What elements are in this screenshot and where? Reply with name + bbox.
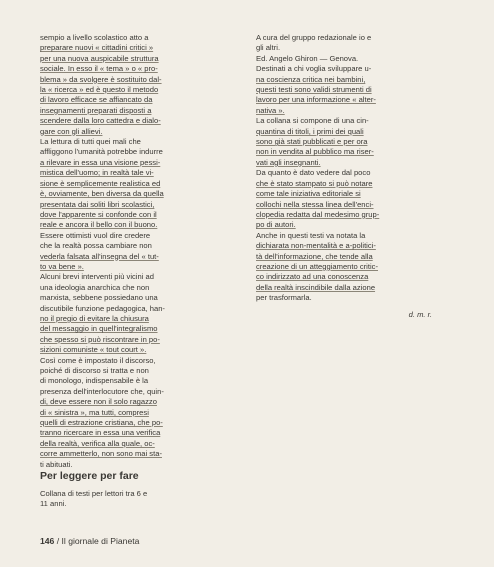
text-line: dichiarata non-mentalità e a-politici-: [256, 241, 376, 251]
text-line: discutibile funzione pedagogica, han-: [40, 303, 165, 313]
text-line: sione è semplicemente realistica ed: [40, 178, 161, 188]
text-line: sociale. In esso il « tema » o « pro-: [40, 64, 158, 74]
text-line: Anche in questi testi va notata la: [256, 230, 366, 240]
text-line: di, deve essere non il solo ragazzo: [40, 397, 157, 407]
section-line: Collana di testi per lettori tra 6 e: [40, 489, 148, 498]
text-line: che è stato stampato si può notare: [256, 178, 373, 188]
text-line: tranno ricercare in essa una verifica: [40, 428, 161, 438]
text-line: vati agli insegnanti.: [256, 157, 321, 167]
text-line: non in vendita al pubblico ma riser-: [256, 147, 374, 157]
text-line: Essere ottimisti vuol dire credere: [40, 230, 151, 240]
text-line: to va bene ».: [40, 261, 84, 271]
text-line: vederla falsata all'insegna del « tut-: [40, 251, 159, 261]
text-line: preparare nuovi « cittadini critici »: [40, 43, 154, 53]
text-line: reale e ancora il bello con il buono.: [40, 220, 158, 230]
text-line: la « ricerca » ed è questo il metodo: [40, 85, 159, 95]
text-line: po di autori.: [256, 220, 296, 230]
author-initials: d. m. r.: [408, 309, 432, 319]
text-line: come tale iniziativa editoriale si: [256, 189, 361, 199]
text-line: lavoro per una informazione « alter-: [256, 95, 376, 105]
right-text-column: [256, 33, 432, 320]
text-line: La collana si compone di una cin-: [256, 116, 369, 126]
text-line: che la realtà possa cambiare non: [40, 241, 152, 251]
text-line: Destinati a chi voglia sviluppare u-: [256, 64, 372, 74]
page-footer: [40, 536, 139, 546]
text-line: questi testi sono validi strumenti di: [256, 85, 372, 95]
text-line: che spesso si può riscontrare in po-: [40, 334, 160, 344]
text-line: quelli di estrazione cristiana, che po-: [40, 418, 163, 428]
text-line: marxista, sebbene possiedano una: [40, 293, 158, 303]
text-line: dove l'apparente si confonde con il: [40, 209, 157, 219]
text-line: poiché di discorso si tratta e non: [40, 366, 149, 375]
text-line: quantina di titoli, i primi dei quali: [256, 126, 364, 136]
text-line: una ideologia anarchica che non: [40, 282, 150, 292]
text-line: del messaggio in quell'integralismo: [40, 324, 158, 334]
text-line: per trasformarla.: [256, 293, 312, 303]
text-line: sizioni comuniste « tout court ».: [40, 345, 147, 355]
text-line: corre ammetterlo, non sono mai sta-: [40, 449, 162, 459]
footer-separator: /: [54, 536, 62, 546]
text-line: nativa ».: [256, 105, 285, 115]
text-line: mistica dell'uomo; in realtà tale vi-: [40, 168, 154, 178]
book-review-section: [40, 470, 260, 510]
text-line: a rilevare in essa una visione pessi-: [40, 157, 161, 167]
text-line: collochi nella stessa linea dell'enci-: [256, 199, 374, 209]
section-line: 11 anni.: [40, 499, 67, 509]
text-line: presenza dell'interlocutore che, quin-: [40, 386, 164, 396]
text-line: gare con gli allievi.: [40, 126, 103, 136]
text-line: sono già stati pubblicati e per ora: [256, 137, 368, 147]
text-line: na coscienza critica nei bambini,: [256, 74, 366, 84]
text-line: no il pregio di evitare la chiusura: [40, 313, 149, 323]
text-line: Così come è impostato il discorso,: [40, 355, 156, 365]
text-line: scendere dalla loro cattedra e dialo-: [40, 116, 161, 126]
text-line: Ed. Angelo Ghiron — Genova.: [256, 53, 359, 63]
text-line: La lettura di tutti quei mali che: [40, 137, 141, 147]
text-line: blema » da svolgere è sostituito dal-: [40, 74, 162, 84]
text-line: della realtà inscindibile dalla azione: [256, 282, 376, 292]
page-number: 146: [40, 536, 55, 546]
text-line: affliggono l'umanità potrebbe indurre: [40, 147, 163, 157]
text-line: di « sinistra », ma tutti, compresi: [40, 407, 149, 417]
text-line: A cura del gruppo redazionale io e: [256, 33, 372, 42]
text-line: gli altri.: [256, 43, 281, 53]
text-line: per una nuova auspicabile struttura: [40, 53, 159, 63]
text-line: ti abituati.: [40, 459, 73, 469]
publication-name: Il giornale di Pianeta: [61, 536, 140, 546]
text-line: Da quanto è dato vedere dal poco: [256, 168, 371, 178]
text-line: di monologo, indispensabile è la: [40, 376, 149, 386]
left-text-column: [40, 33, 230, 470]
text-line: creazione di un atteggiamento critic-: [256, 261, 378, 271]
text-line: è, ovviamente, ben diversa da quella: [40, 189, 164, 199]
text-line: della realtà, verifica alla quale, oc-: [40, 438, 155, 448]
section-title: Per leggere per fare: [40, 470, 139, 482]
text-line: presentata dai soliti libri scolastici,: [40, 199, 155, 209]
text-line: Alcuni brevi interventi più vicini ad: [40, 272, 154, 282]
text-line: tà dell'informazione, che tende alla: [256, 251, 373, 261]
text-line: insegnamenti preparati disposti a: [40, 105, 152, 115]
text-line: co indirizzato ad una conoscenza: [256, 272, 369, 282]
text-line: sempio a livello scolastico atto a: [40, 33, 149, 42]
text-line: clopedia redatta dal medesimo grup-: [256, 209, 380, 219]
text-line: di lavoro efficace se affiancato da: [40, 95, 153, 105]
